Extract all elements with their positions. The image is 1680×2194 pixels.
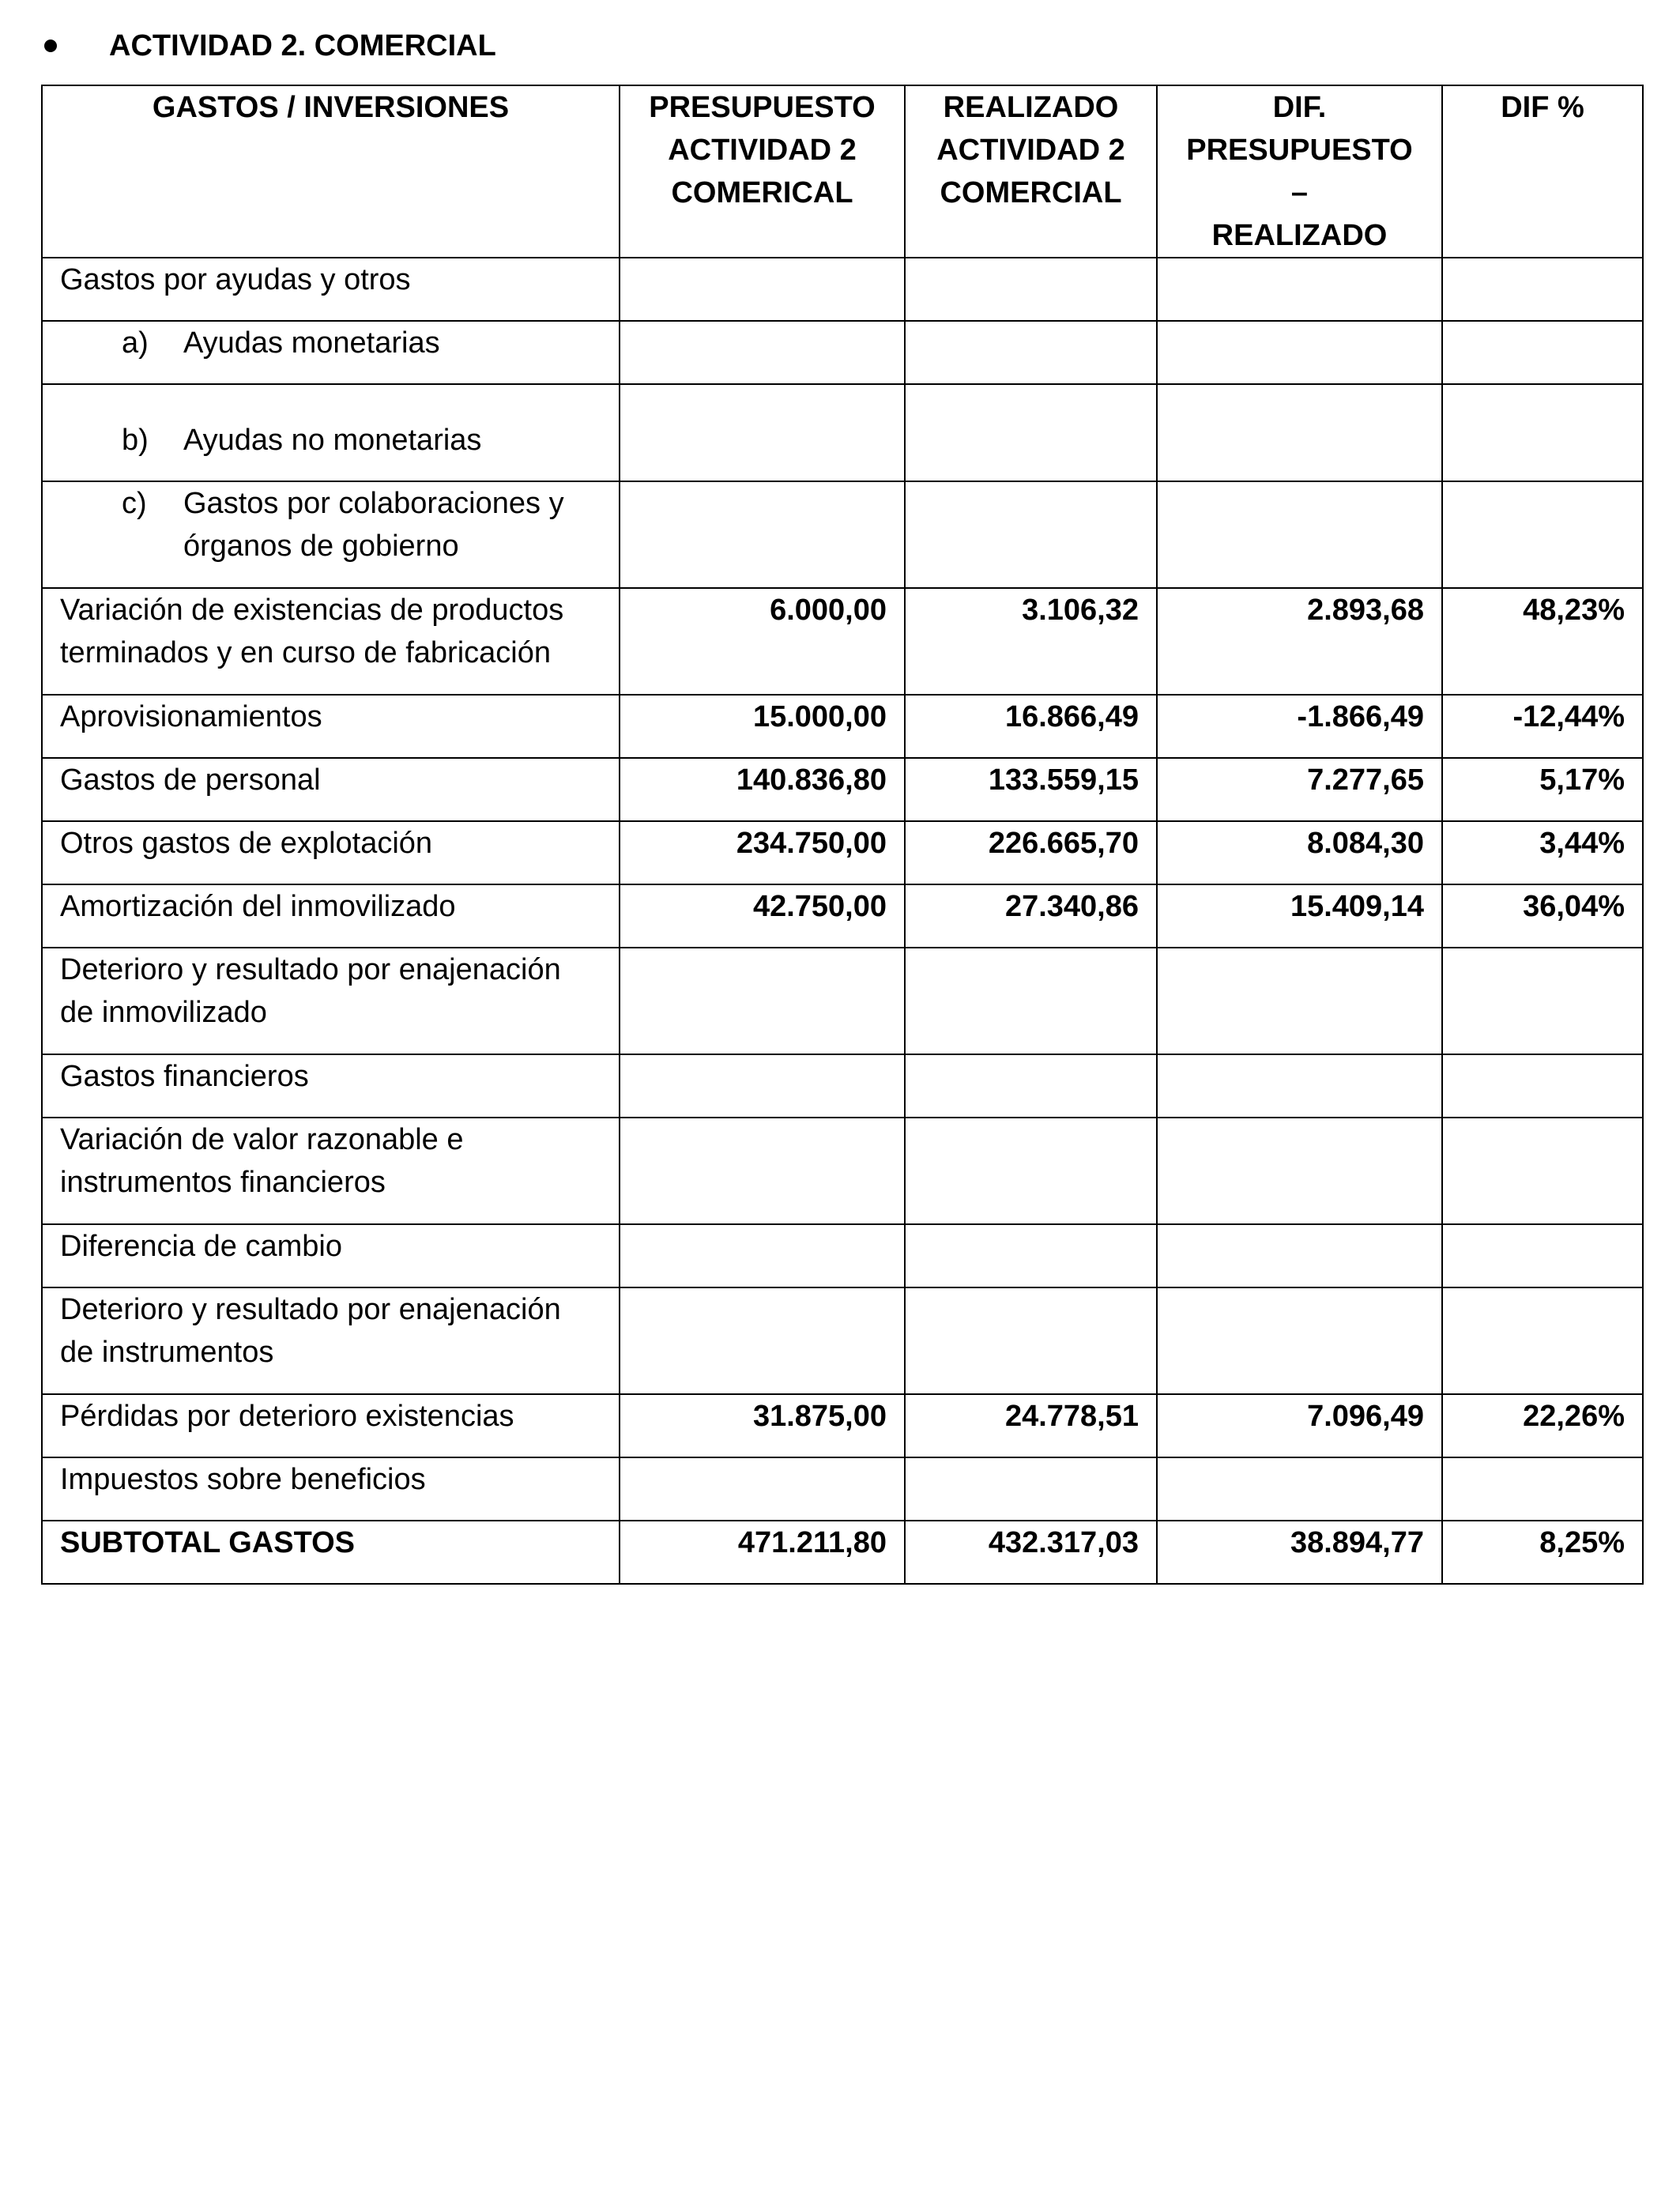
cell-dif-pct: 48,23%: [1442, 588, 1643, 695]
cell-presupuesto: 15.000,00: [620, 695, 905, 758]
cell-dif-pct: 5,17%: [1442, 758, 1643, 821]
cell-presupuesto: [620, 1224, 905, 1287]
cell-dif-pct: [1442, 321, 1643, 384]
cell-realizado: 133.559,15: [905, 758, 1157, 821]
table-row: [42, 758, 1643, 821]
table-row: [42, 1224, 1643, 1287]
header-dif-pct: DIF %: [1442, 85, 1643, 258]
cell-realizado: 24.778,51: [905, 1394, 1157, 1457]
cell-dif-pct: -12,44%: [1442, 695, 1643, 758]
cell-presupuesto: 471.211,80: [620, 1521, 905, 1584]
cell-dif-pct: [1442, 258, 1643, 321]
row-label: Gastos de personal: [42, 758, 620, 821]
row-label: Diferencia de cambio: [42, 1224, 620, 1287]
header-row: [42, 85, 1643, 258]
cell-realizado: [905, 258, 1157, 321]
table-row: [42, 948, 1643, 1054]
row-label: Gastos financieros: [42, 1054, 620, 1118]
header-gastos-inversiones: GASTOS / INVERSIONES: [42, 85, 620, 258]
table-row: [42, 481, 1643, 588]
row-label-text: Ayudas monetarias: [183, 326, 440, 360]
subtotal-row: [42, 1521, 1643, 1584]
table-row: [42, 258, 1643, 321]
table-row: [42, 821, 1643, 884]
cell-realizado: [905, 321, 1157, 384]
cell-dif: [1157, 1224, 1442, 1287]
cell-dif: 2.893,68: [1157, 588, 1442, 695]
cell-dif: [1157, 1054, 1442, 1118]
cell-realizado: [905, 481, 1157, 588]
cell-dif: [1157, 948, 1442, 1054]
cell-presupuesto: [620, 384, 905, 481]
cell-dif-pct: 22,26%: [1442, 1394, 1643, 1457]
cell-presupuesto: 42.750,00: [620, 884, 905, 948]
row-label: [42, 321, 620, 384]
cell-dif: 15.409,14: [1157, 884, 1442, 948]
table-row: [42, 384, 1643, 481]
row-label: Gastos por ayudas y otros: [42, 258, 620, 321]
header-realizado: REALIZADO ACTIVIDAD 2 COMERCIAL: [905, 85, 1157, 258]
cell-presupuesto: [620, 481, 905, 588]
cell-presupuesto: [620, 1054, 905, 1118]
cell-realizado: 226.665,70: [905, 821, 1157, 884]
cell-dif-pct: [1442, 1287, 1643, 1394]
row-label: Impuestos sobre beneficios: [42, 1457, 620, 1521]
cell-realizado: [905, 1118, 1157, 1224]
cell-dif: [1157, 481, 1442, 588]
cell-presupuesto: [620, 1118, 905, 1224]
cell-dif-pct: [1442, 1118, 1643, 1224]
budget-table: [41, 85, 1644, 1585]
cell-realizado: [905, 1224, 1157, 1287]
section-title: ACTIVIDAD 2. COMERCIAL: [109, 28, 496, 62]
table-row: [42, 588, 1643, 695]
row-letter: b): [122, 424, 149, 457]
cell-dif: 7.277,65: [1157, 758, 1442, 821]
cell-dif: [1157, 1287, 1442, 1394]
cell-dif: [1157, 258, 1442, 321]
cell-dif-pct: 8,25%: [1442, 1521, 1643, 1584]
row-label: Deterioro y resultado por enajenación de instrumentos: [42, 1287, 620, 1394]
row-label: Otros gastos de explotación: [42, 821, 620, 884]
cell-realizado: 3.106,32: [905, 588, 1157, 695]
cell-dif: [1157, 1457, 1442, 1521]
table-row: [42, 1457, 1643, 1521]
bullet-icon: [44, 40, 57, 52]
cell-dif-pct: [1442, 1054, 1643, 1118]
cell-dif-pct: [1442, 1457, 1643, 1521]
cell-realizado: [905, 1287, 1157, 1394]
cell-realizado: 16.866,49: [905, 695, 1157, 758]
row-label: Aprovisionamientos: [42, 695, 620, 758]
cell-dif-pct: [1442, 384, 1643, 481]
row-label: Variación de existencias de productos terminados y en curso de fabricación: [42, 588, 620, 695]
cell-dif: [1157, 321, 1442, 384]
cell-presupuesto: 140.836,80: [620, 758, 905, 821]
cell-dif: [1157, 384, 1442, 481]
table-row: [42, 1287, 1643, 1394]
table-row: [42, 1054, 1643, 1118]
cell-realizado: 432.317,03: [905, 1521, 1157, 1584]
header-dif-presupuesto-realizado: DIF. PRESUPUESTO – REALIZADO: [1157, 85, 1442, 258]
table-row: [42, 1394, 1643, 1457]
cell-dif-pct: [1442, 481, 1643, 588]
cell-dif: [1157, 1118, 1442, 1224]
section-heading: [40, 22, 496, 70]
row-letter: a): [122, 326, 149, 360]
table-row: [42, 321, 1643, 384]
row-label: [42, 384, 620, 481]
cell-dif-pct: 36,04%: [1442, 884, 1643, 948]
row-label: Amortización del inmovilizado: [42, 884, 620, 948]
subtotal-label: SUBTOTAL GASTOS: [42, 1521, 620, 1584]
cell-presupuesto: 6.000,00: [620, 588, 905, 695]
cell-realizado: 27.340,86: [905, 884, 1157, 948]
row-label-text: Gastos por colaboraciones y órganos de gobierno: [183, 487, 564, 563]
table-row: [42, 884, 1643, 948]
row-label: Deterioro y resultado por enajenación de inmovilizado: [42, 948, 620, 1054]
table-row: [42, 1118, 1643, 1224]
cell-presupuesto: [620, 948, 905, 1054]
cell-presupuesto: [620, 1287, 905, 1394]
cell-dif: 38.894,77: [1157, 1521, 1442, 1584]
cell-presupuesto: [620, 321, 905, 384]
row-label: Pérdidas por deterioro existencias: [42, 1394, 620, 1457]
table-row: [42, 695, 1643, 758]
cell-dif-pct: 3,44%: [1442, 821, 1643, 884]
cell-realizado: [905, 1457, 1157, 1521]
cell-dif-pct: [1442, 1224, 1643, 1287]
row-label: Variación de valor razonable e instrumentos financieros: [42, 1118, 620, 1224]
cell-realizado: [905, 1054, 1157, 1118]
row-label-text: Ayudas no monetarias: [183, 424, 482, 457]
cell-presupuesto: [620, 1457, 905, 1521]
cell-realizado: [905, 384, 1157, 481]
row-label: [42, 481, 620, 588]
cell-dif: -1.866,49: [1157, 695, 1442, 758]
cell-dif: 8.084,30: [1157, 821, 1442, 884]
header-presupuesto: PRESUPUESTO ACTIVIDAD 2 COMERICAL: [620, 85, 905, 258]
row-letter: c): [122, 487, 147, 520]
cell-realizado: [905, 948, 1157, 1054]
cell-dif: 7.096,49: [1157, 1394, 1442, 1457]
cell-presupuesto: 234.750,00: [620, 821, 905, 884]
cell-presupuesto: [620, 258, 905, 321]
cell-dif-pct: [1442, 948, 1643, 1054]
cell-presupuesto: 31.875,00: [620, 1394, 905, 1457]
